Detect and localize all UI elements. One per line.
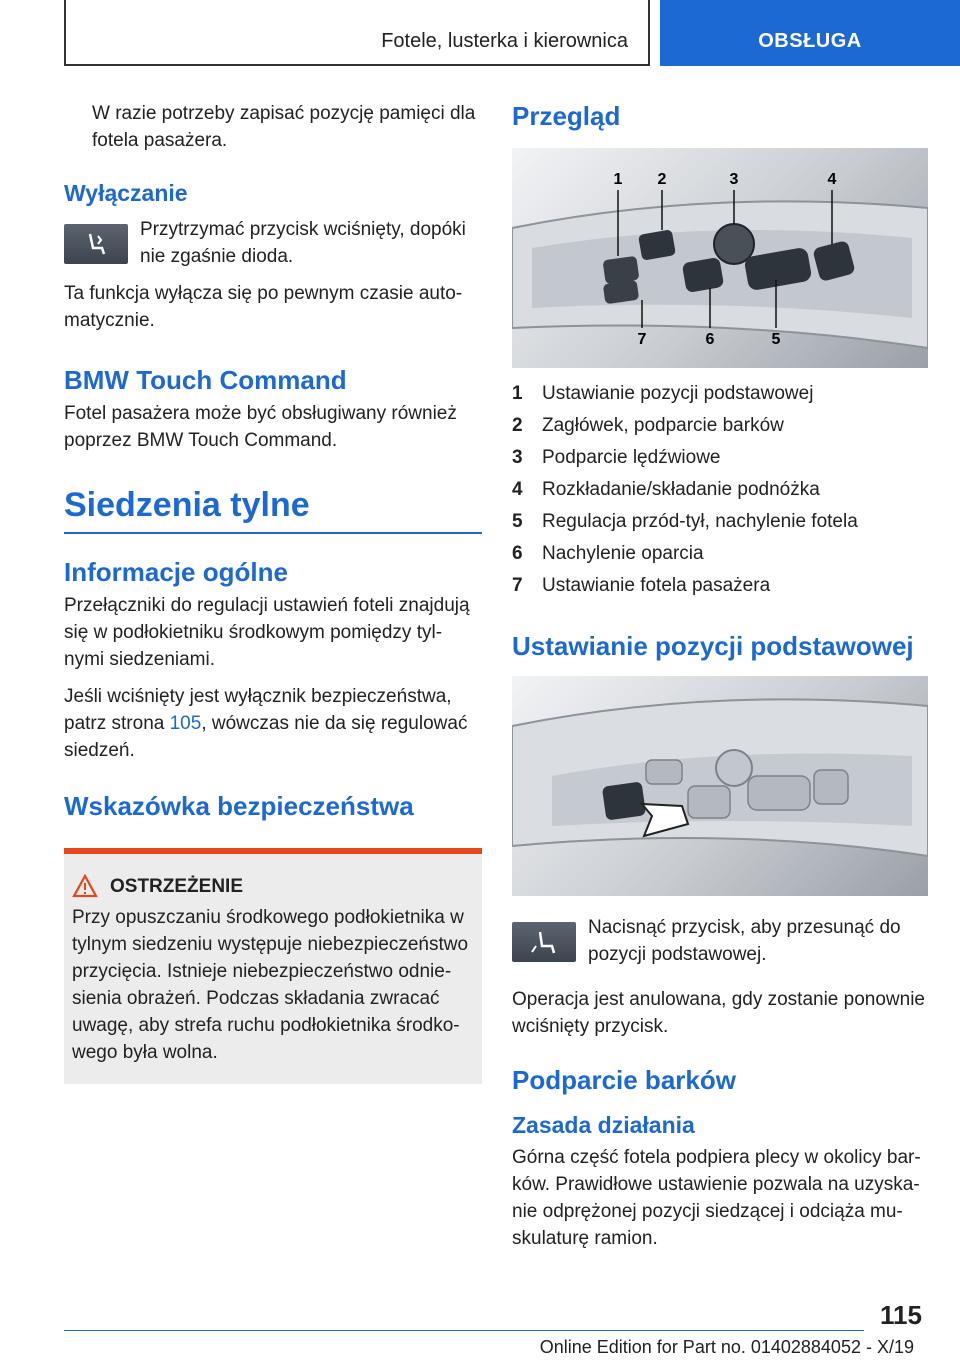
header-section-box	[64, 0, 650, 66]
list-item	[512, 474, 928, 506]
header-chapter-label: OBSŁUGA	[758, 30, 862, 52]
list-item-label: Zagłówek, podparcie barków	[542, 415, 784, 436]
touch-command-heading: BMW Touch Command	[64, 365, 347, 395]
list-item-number: 7	[512, 575, 523, 596]
list-item-label: Nachylenie oparcia	[542, 543, 704, 564]
warning-text: Przy opuszczaniu środkowego podłokietnika w tylnym siedzeniu występuje niebezpieczeństwo przycięcia. Istnieje niebezpieczeństwo odnie- sienia obrażeń. Podczas składania zwracać uwagę, aby strefa ruchu podłokietnika środko- wego była wolna.	[72, 907, 469, 1063]
list-item	[512, 442, 928, 474]
list-item-number: 1	[512, 383, 523, 404]
list-item	[512, 570, 928, 602]
safety-text-after: , wówczas nie da się regulować siedzeń.	[64, 713, 468, 761]
seat-memory-button-icon	[64, 224, 128, 264]
right-column	[512, 100, 928, 1262]
header-section-title: Fotele, lusterka i kierownica	[381, 30, 628, 52]
list-item-label: Ustawianie pozycji podstawowej	[542, 383, 814, 404]
section-rule	[64, 532, 482, 534]
list-item-number: 6	[512, 543, 523, 564]
list-item-label: Rozkładanie/składanie podnóżka	[542, 479, 820, 500]
principle-heading: Zasada działania	[512, 1112, 695, 1138]
off-instruction	[64, 216, 482, 276]
overview-heading: Przegląd	[512, 101, 621, 131]
shoulder-support-heading: Podparcie barków	[512, 1065, 736, 1095]
callout-5: 5	[771, 331, 781, 348]
warning-title-row	[110, 876, 474, 898]
list-item	[512, 506, 928, 538]
list-item-number: 5	[512, 511, 523, 532]
general-info-heading: Informacje ogólne	[64, 557, 288, 587]
safety-switch-text	[64, 683, 482, 764]
basic-position-heading: Ustawianie pozycji podstawowej	[512, 631, 914, 661]
warning-triangle-icon	[72, 874, 98, 904]
controls-legend-list	[512, 378, 928, 602]
basic-position-image	[512, 676, 928, 896]
footer-edition-text: Online Edition for Part no. 01402884052 - X/19	[539, 1337, 914, 1357]
list-item	[512, 378, 928, 410]
warning-title: OSTRZEŻENIE	[110, 876, 244, 897]
list-item-label: Ustawianie fotela pasażera	[542, 575, 771, 596]
rear-seats-heading: Siedzenia tylne	[64, 486, 310, 524]
footer-rule	[64, 1330, 864, 1331]
intro-text: W razie potrzeby zapisać pozycję pamięci dla fotela pasażera.	[92, 103, 476, 151]
list-item-label: Podparcie lędźwiowe	[542, 447, 721, 468]
off-note: Ta funkcja wyłącza się po pewnym czasie auto- matycznie.	[64, 283, 463, 331]
callout-1: 1	[613, 171, 623, 188]
seat-basic-position-button-icon	[512, 922, 576, 962]
callout-3: 3	[729, 171, 739, 188]
callout-6: 6	[705, 331, 715, 348]
list-item-number: 3	[512, 447, 523, 468]
basic-position-instruction-text: Nacisnąć przycisk, aby przesunąć do pozycji podstawowej.	[588, 917, 901, 965]
list-item-label: Regulacja przód-tył, nachylenie fotela	[542, 511, 858, 532]
list-item-number: 2	[512, 415, 523, 436]
off-instruction-text: Przytrzymać przycisk wciśnięty, dopóki nie zgaśnie dioda.	[140, 219, 466, 267]
callout-4: 4	[827, 171, 837, 188]
principle-text: Górna część fotela podpiera plecy w okolicy bar- ków. Prawidłowe ustawienie pozwala na uzyska- nie odprężonej pozycji siedzącej i odciąża mu- skulaturę ramion.	[512, 1147, 921, 1249]
touch-command-text: Fotel pasażera może być obsługiwany również poprzez BMW Touch Command.	[64, 403, 457, 451]
safety-text-before: Jeśli wciśnięty jest wyłącznik bezpieczeństwa, patrz strona	[64, 686, 452, 734]
callout-7: 7	[637, 331, 647, 348]
list-item-number: 4	[512, 479, 523, 500]
callout-2: 2	[657, 171, 667, 188]
safety-hint-heading: Wskazówka bezpieczeństwa	[64, 791, 414, 821]
header-chapter-tab[interactable]	[660, 0, 960, 66]
list-item	[512, 538, 928, 570]
seat-controls-overview-image	[512, 148, 928, 368]
list-item	[512, 410, 928, 442]
basic-position-instruction	[512, 914, 928, 980]
warning-box	[64, 848, 482, 1084]
basic-position-note: Operacja jest anulowana, gdy zostanie ponownie wciśnięty przycisk.	[512, 989, 925, 1037]
page-number: 115	[880, 1300, 922, 1330]
left-column	[64, 100, 482, 1084]
general-info-text: Przełączniki do regulacji ustawień foteli znajdują się w podłokietniku środkowym pomiędzy tyl- nymi siedzeniami.	[64, 595, 470, 670]
page-105-link[interactable]: 105	[169, 713, 202, 734]
page-header	[0, 0, 960, 66]
off-heading: Wyłączanie	[64, 180, 188, 206]
